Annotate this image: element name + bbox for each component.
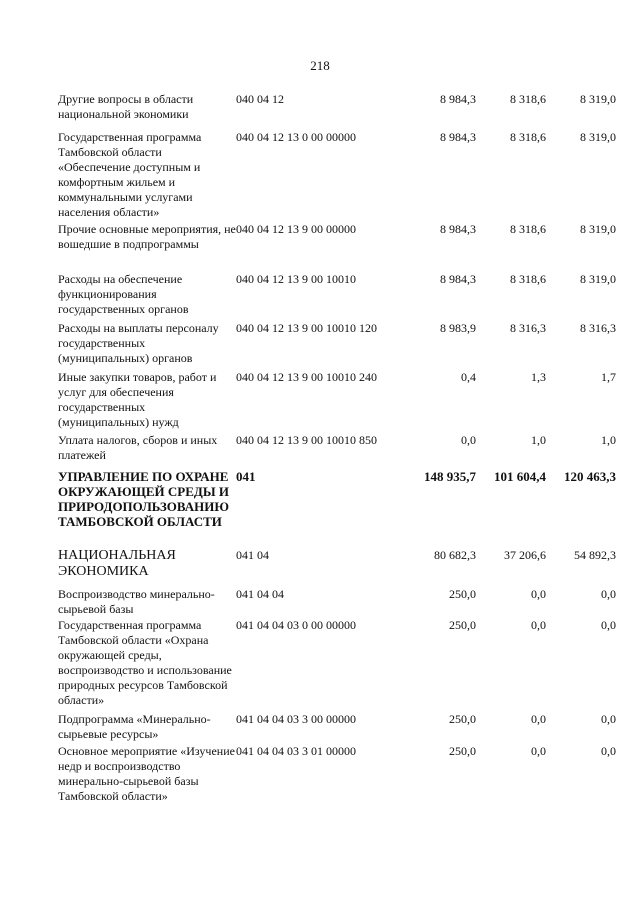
row-value-1: 0,0 [461,433,476,447]
row-value-1: 0,4 [461,370,476,384]
row-value-1: 250,0 [449,712,476,726]
row-value-1: 80 682,3 [434,548,476,562]
row-value-1: 250,0 [449,618,476,632]
row-code: 041 04 04 [236,587,284,601]
row-value-3: 8 319,0 [580,272,616,286]
row-value-2: 8 318,6 [510,130,546,144]
row-value-3: 54 892,3 [574,548,616,562]
row-code: 041 04 04 03 0 00 00000 [236,618,356,632]
row-value-3: 8 319,0 [580,130,616,144]
row-value-1: 8 984,3 [440,130,476,144]
row-name: Иные закупки товаров, работ и услуг для обеспечения государственных (муниципальных) нужд [58,370,217,429]
row-name: Другие вопросы в области национальной экономики [58,92,194,121]
row-value-3: 1,7 [601,370,616,384]
row-name: Расходы на выплаты персоналу государственных (муниципальных) органов [58,321,219,365]
row-code: 040 04 12 13 9 00 10010 240 [236,370,377,384]
row-value-2: 0,0 [531,618,546,632]
row-name: Основное мероприятие «Изучение недр и воспроизводство минерально-сырьевой базы Тамбовской области» [58,744,235,803]
row-name: УПРАВЛЕНИЕ ПО ОХРАНЕ ОКРУЖАЮЩЕЙ СРЕДЫ И ПРИРОДОПОЛЬЗОВАНИЮ ТАМБОВСКОЙ ОБЛАСТИ [58,469,229,529]
row-value-1: 8 983,9 [440,321,476,335]
row-value-3: 0,0 [601,744,616,758]
row-value-2: 101 604,4 [494,469,546,484]
row-value-1: 8 984,3 [440,92,476,106]
row-name: Государственная программа Тамбовской области «Обеспечение доступным и комфортным жильем и коммунальными услугами населения области» [58,130,202,219]
row-code: 040 04 12 13 0 00 00000 [236,130,356,144]
row-value-3: 0,0 [601,587,616,601]
row-code: 041 04 04 03 3 00 00000 [236,712,356,726]
row-name: НАЦИОНАЛЬНАЯ ЭКОНОМИКА [58,548,176,579]
row-value-3: 120 463,3 [564,469,616,484]
row-code: 041 04 04 03 3 01 00000 [236,744,356,758]
row-code: 040 04 12 13 9 00 10010 [236,272,356,286]
row-code: 040 04 12 13 9 00 10010 850 [236,433,377,447]
page-number: 218 [310,58,330,73]
row-name: Воспроизводство минерально-сырьевой базы [58,587,215,616]
row-value-2: 0,0 [531,744,546,758]
row-value-1: 250,0 [449,587,476,601]
row-value-3: 0,0 [601,618,616,632]
row-value-3: 8 319,0 [580,222,616,236]
row-value-1: 148 935,7 [424,469,476,484]
row-name: Расходы на обеспечение функционирования государственных органов [58,272,189,316]
row-value-2: 1,0 [531,433,546,447]
row-value-2: 8 316,3 [510,321,546,335]
row-value-2: 0,0 [531,587,546,601]
row-value-2: 8 318,6 [510,92,546,106]
row-code: 040 04 12 13 9 00 00000 [236,222,356,236]
row-value-3: 1,0 [601,433,616,447]
row-value-2: 8 318,6 [510,222,546,236]
row-value-1: 8 984,3 [440,272,476,286]
row-name: Государственная программа Тамбовской области «Охрана окружающей среды, воспроизводство и использование природных ресурсов Тамбовской области» [58,618,232,707]
row-name: Подпрограмма «Минерально-сырьевые ресурсы» [58,712,211,741]
row-code: 040 04 12 [236,92,284,106]
row-value-2: 8 318,6 [510,272,546,286]
row-value-3: 0,0 [601,712,616,726]
row-code: 040 04 12 13 9 00 10010 120 [236,321,377,335]
row-name: Уплата налогов, сборов и иных платежей [58,433,218,462]
row-code: 041 04 [236,548,269,562]
row-value-2: 37 206,6 [504,548,546,562]
row-name: Прочие основные мероприятия, не вошедшие в подпрограммы [58,222,236,251]
row-value-2: 0,0 [531,712,546,726]
row-value-2: 1,3 [531,370,546,384]
row-value-3: 8 316,3 [580,321,616,335]
row-value-3: 8 319,0 [580,92,616,106]
row-value-1: 250,0 [449,744,476,758]
row-value-1: 8 984,3 [440,222,476,236]
row-code: 041 [236,469,256,484]
